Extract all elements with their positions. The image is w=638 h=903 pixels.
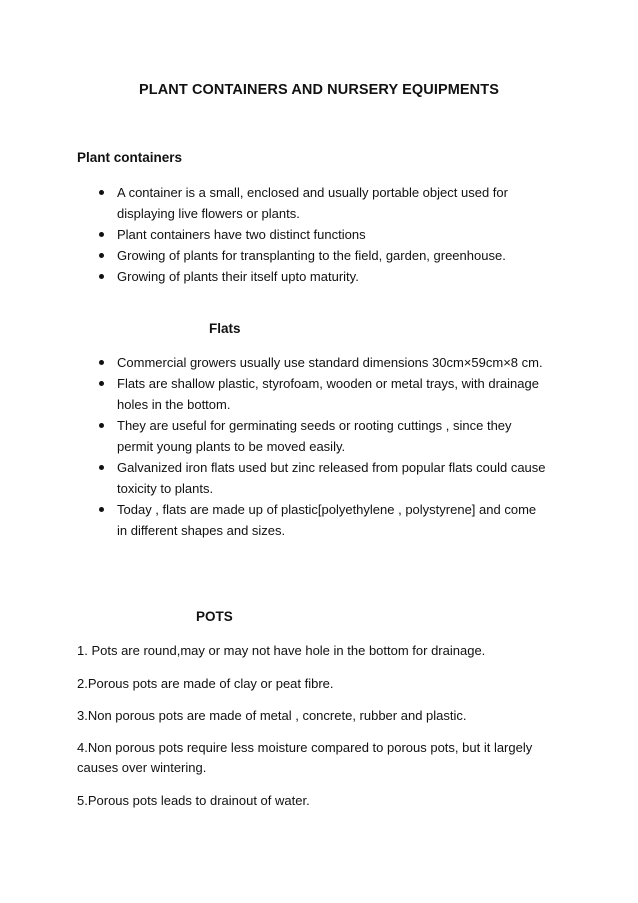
pots-item-3: 3.Non porous pots are made of metal , concrete, rubber and plastic. (77, 708, 467, 723)
list-item: They are useful for germinating seeds or rooting cuttings , since they permit young plants to be moved easily. (96, 415, 546, 457)
pots-item-4: 4.Non porous pots require less moisture compared to porous pots, but it largely causes over wintering. (77, 740, 533, 775)
section-heading-flats: Flats (209, 321, 241, 336)
section-heading-plant-containers: Plant containers (77, 150, 183, 165)
list-item: Galvanized iron flats used but zinc released from popular flats could cause toxicity to plants. (96, 457, 546, 499)
plant-containers-list (96, 182, 546, 287)
list-item: Growing of plants their itself upto maturity. (96, 266, 546, 287)
list-item: A container is a small, enclosed and usually portable object used for displaying live flowers or plants. (96, 182, 546, 224)
pots-item-5: 5.Porous pots leads to drainout of water. (77, 793, 310, 808)
flats-list (96, 352, 546, 541)
list-item: Flats are shallow plastic, styrofoam, wooden or metal trays, with drainage holes in the bottom. (96, 373, 546, 415)
section-heading-pots: POTS (196, 609, 233, 624)
pots-item-1: 1. Pots are round,may or may not have hole in the bottom for drainage. (77, 643, 486, 658)
list-item: Growing of plants for transplanting to the field, garden, greenhouse. (96, 245, 546, 266)
pots-item-2: 2.Porous pots are made of clay or peat fibre. (77, 676, 334, 691)
list-item: Commercial growers usually use standard dimensions 30cm×59cm×8 cm. (96, 352, 546, 373)
list-item: Today , flats are made up of plastic[polyethylene , polystyrene] and come in different shapes and sizes. (96, 499, 546, 541)
document-title: PLANT CONTAINERS AND NURSERY EQUIPMENTS (139, 82, 499, 98)
list-item: Plant containers have two distinct functions (96, 224, 546, 245)
